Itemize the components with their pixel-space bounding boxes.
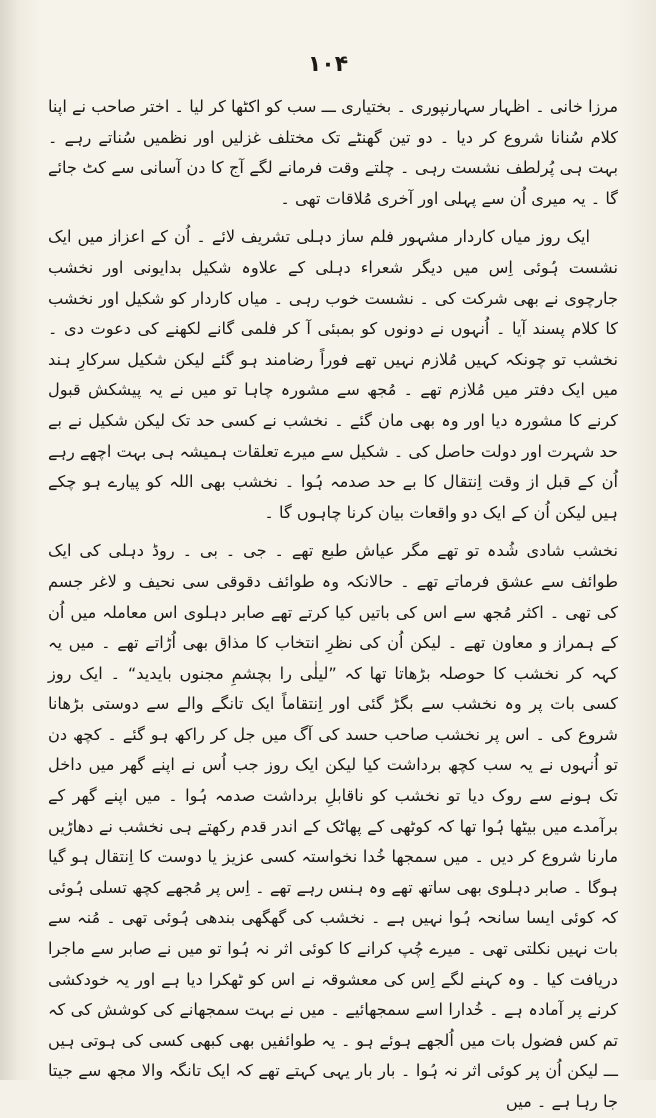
page-body (48, 92, 618, 1118)
page-number: ۱۰۴ (307, 52, 349, 77)
paragraph-1: مرزا خانی ۔ اظہار سہارنپوری ۔ بختیاری ـــ سب کو اکٹھا کر لیا ۔ اختر صاحب نے اپنا کلام سُنانا شروع کر دیا ۔ دو تین گھنٹے تک مختلف غزلیں اور نظمیں سُناتے رہے ۔ بہت ہی پُرلطف نشست رہی ۔ چلتے وقت فرمانے لگے آج کا دن آسانی سے کٹ جائے گا ۔ یہ میری اُن سے پہلی اور آخری مُلاقات تھی ۔ (48, 97, 618, 208)
paragraph-2: ایک روز میاں کاردار مشہور فلم ساز دہلی تشریف لائے ۔ اُن کے اعزاز میں ایک نشست ہُوئی اِس میں دیگر شعراء دہلی کے علاوہ شکیل بدایونی اور نخشب جارچوی نے بھی شرکت کی ۔ نشست خوب رہی ۔ میاں کاردار کو شکیل اور نخشب کا کلام پسند آیا ۔ اُنہوں نے دونوں کو بمبئی آ کر فلمی گانے لکھنے کی دعوت دی ۔ نخشب تو چونکہ کہیں مُلازم نہیں تھے فوراً رضامند ہو گئے لیکن شکیل سرکارِ ہند میں ایک دفتر میں مُلازم تھے ۔ مُجھ سے مشورہ چاہا تو میں نے یہ پیشکش قبول کرنے کا مشورہ دیا اور وہ بھی مان گئے ۔ نخشب نے کسی حد تک لیکن شکیل نے بے حد شہرت اور دولت حاصل کی ۔ شکیل سے میرے تعلقات ہمیشہ ہی بہت اچھے رہے اُن کے قبل از وقت اِنتقال کا بے حد صدمہ ہُوا ۔ نخشب بھی اللہ کو پیارے ہو چکے ہیں لیکن اُن کے ایک دو واقعات بیان کرنا چاہوں گا ۔ (48, 227, 618, 522)
paragraph-3: نخشب شادی شُدہ تو تھے مگر عیاش طبع تھے ۔ جی ۔ بی ۔ روڈ دہلی کی ایک طوائف سے عشق فرماتے تھے ۔ حالانکہ وہ طوائف دقوقی سی نحیف و لاغر جسم کی تھی ۔ اکثر مُجھ سے اس کی باتیں کیا کرتے تھے صابر دہلوی اس معاملہ میں اُن کے ہمراز و معاون تھے ۔ لیکن اُن کی نظرِ انتخاب کا مذاق بھی اُڑاتے تھے ۔ میں یہ کہہ کر نخشب کا حوصلہ بڑھاتا تھا کہ ”لیلٰی را بچشمِ مجنوں بایدید“ ۔ ایک روز کسی بات پر وہ نخشب سے بگڑ گئی اور اِنتقاماً ایک تانگے والے سے دوستی بڑھانا شروع کی ۔ اس پر نخشب صاحب حسد کی آگ میں جل کر راکھ ہو گئے ۔ کچھ دن تو اُنہوں نے یہ سب کچھ برداشت کیا لیکن ایک روز جب اُس نے اپنے گھر میں داخل تک ہونے سے روک دیا تو نخشب کو ناقابلِ برداشت صدمہ ہُوا ۔ میں اپنے گھر کے برآمدے میں بیٹھا ہُوا تھا کہ کوٹھی کے پھاٹک کے اندر قدم رکھتے ہی نخشب نے دھاڑیں مارنا شروع کر دیں ۔ میں سمجھا خُدا نخواستہ کسی عزیز یا دوست کا اِنتقال ہو گیا ہوگا ۔ صابر دہلوی بھی ساتھ تھے وہ ہنس رہے تھے ۔ اِس پر مُجھے کچھ تسلی ہُوئی کہ کوئی ایسا سانحہ ہُوا نہیں ہے ۔ نخشب کی گھگھی بندھی ہُوئی تھی ۔ مُنہ سے بات نہیں نکلتی تھی ۔ میرے چُپ کرانے کا کوئی اثر نہ ہُوا تو میں نے صابر سے ماجرا دریافت کیا ۔ وہ کہنے لگے اِس کی معشوقہ نے اس کو ٹھکرا دیا ہے اور یہ خودکشی کرنے پر آمادہ ہے ۔ خُدارا اسے سمجھائیے ۔ میں نے بہت سمجھانے کی کوشش کی کہ تم کس فضول بات میں اُلجھے ہوئے ہو ۔ یہ طوائفیں بھی کبھی کسی کی ہوتی ہیں ـــ لیکن اُن پر کوئی اثر نہ ہُوا ۔ بار بار یہی کہتے تھے کہ ایک تانگہ والا مجھ سے جیتا جا رہا ہے ۔ میں (48, 541, 618, 1111)
